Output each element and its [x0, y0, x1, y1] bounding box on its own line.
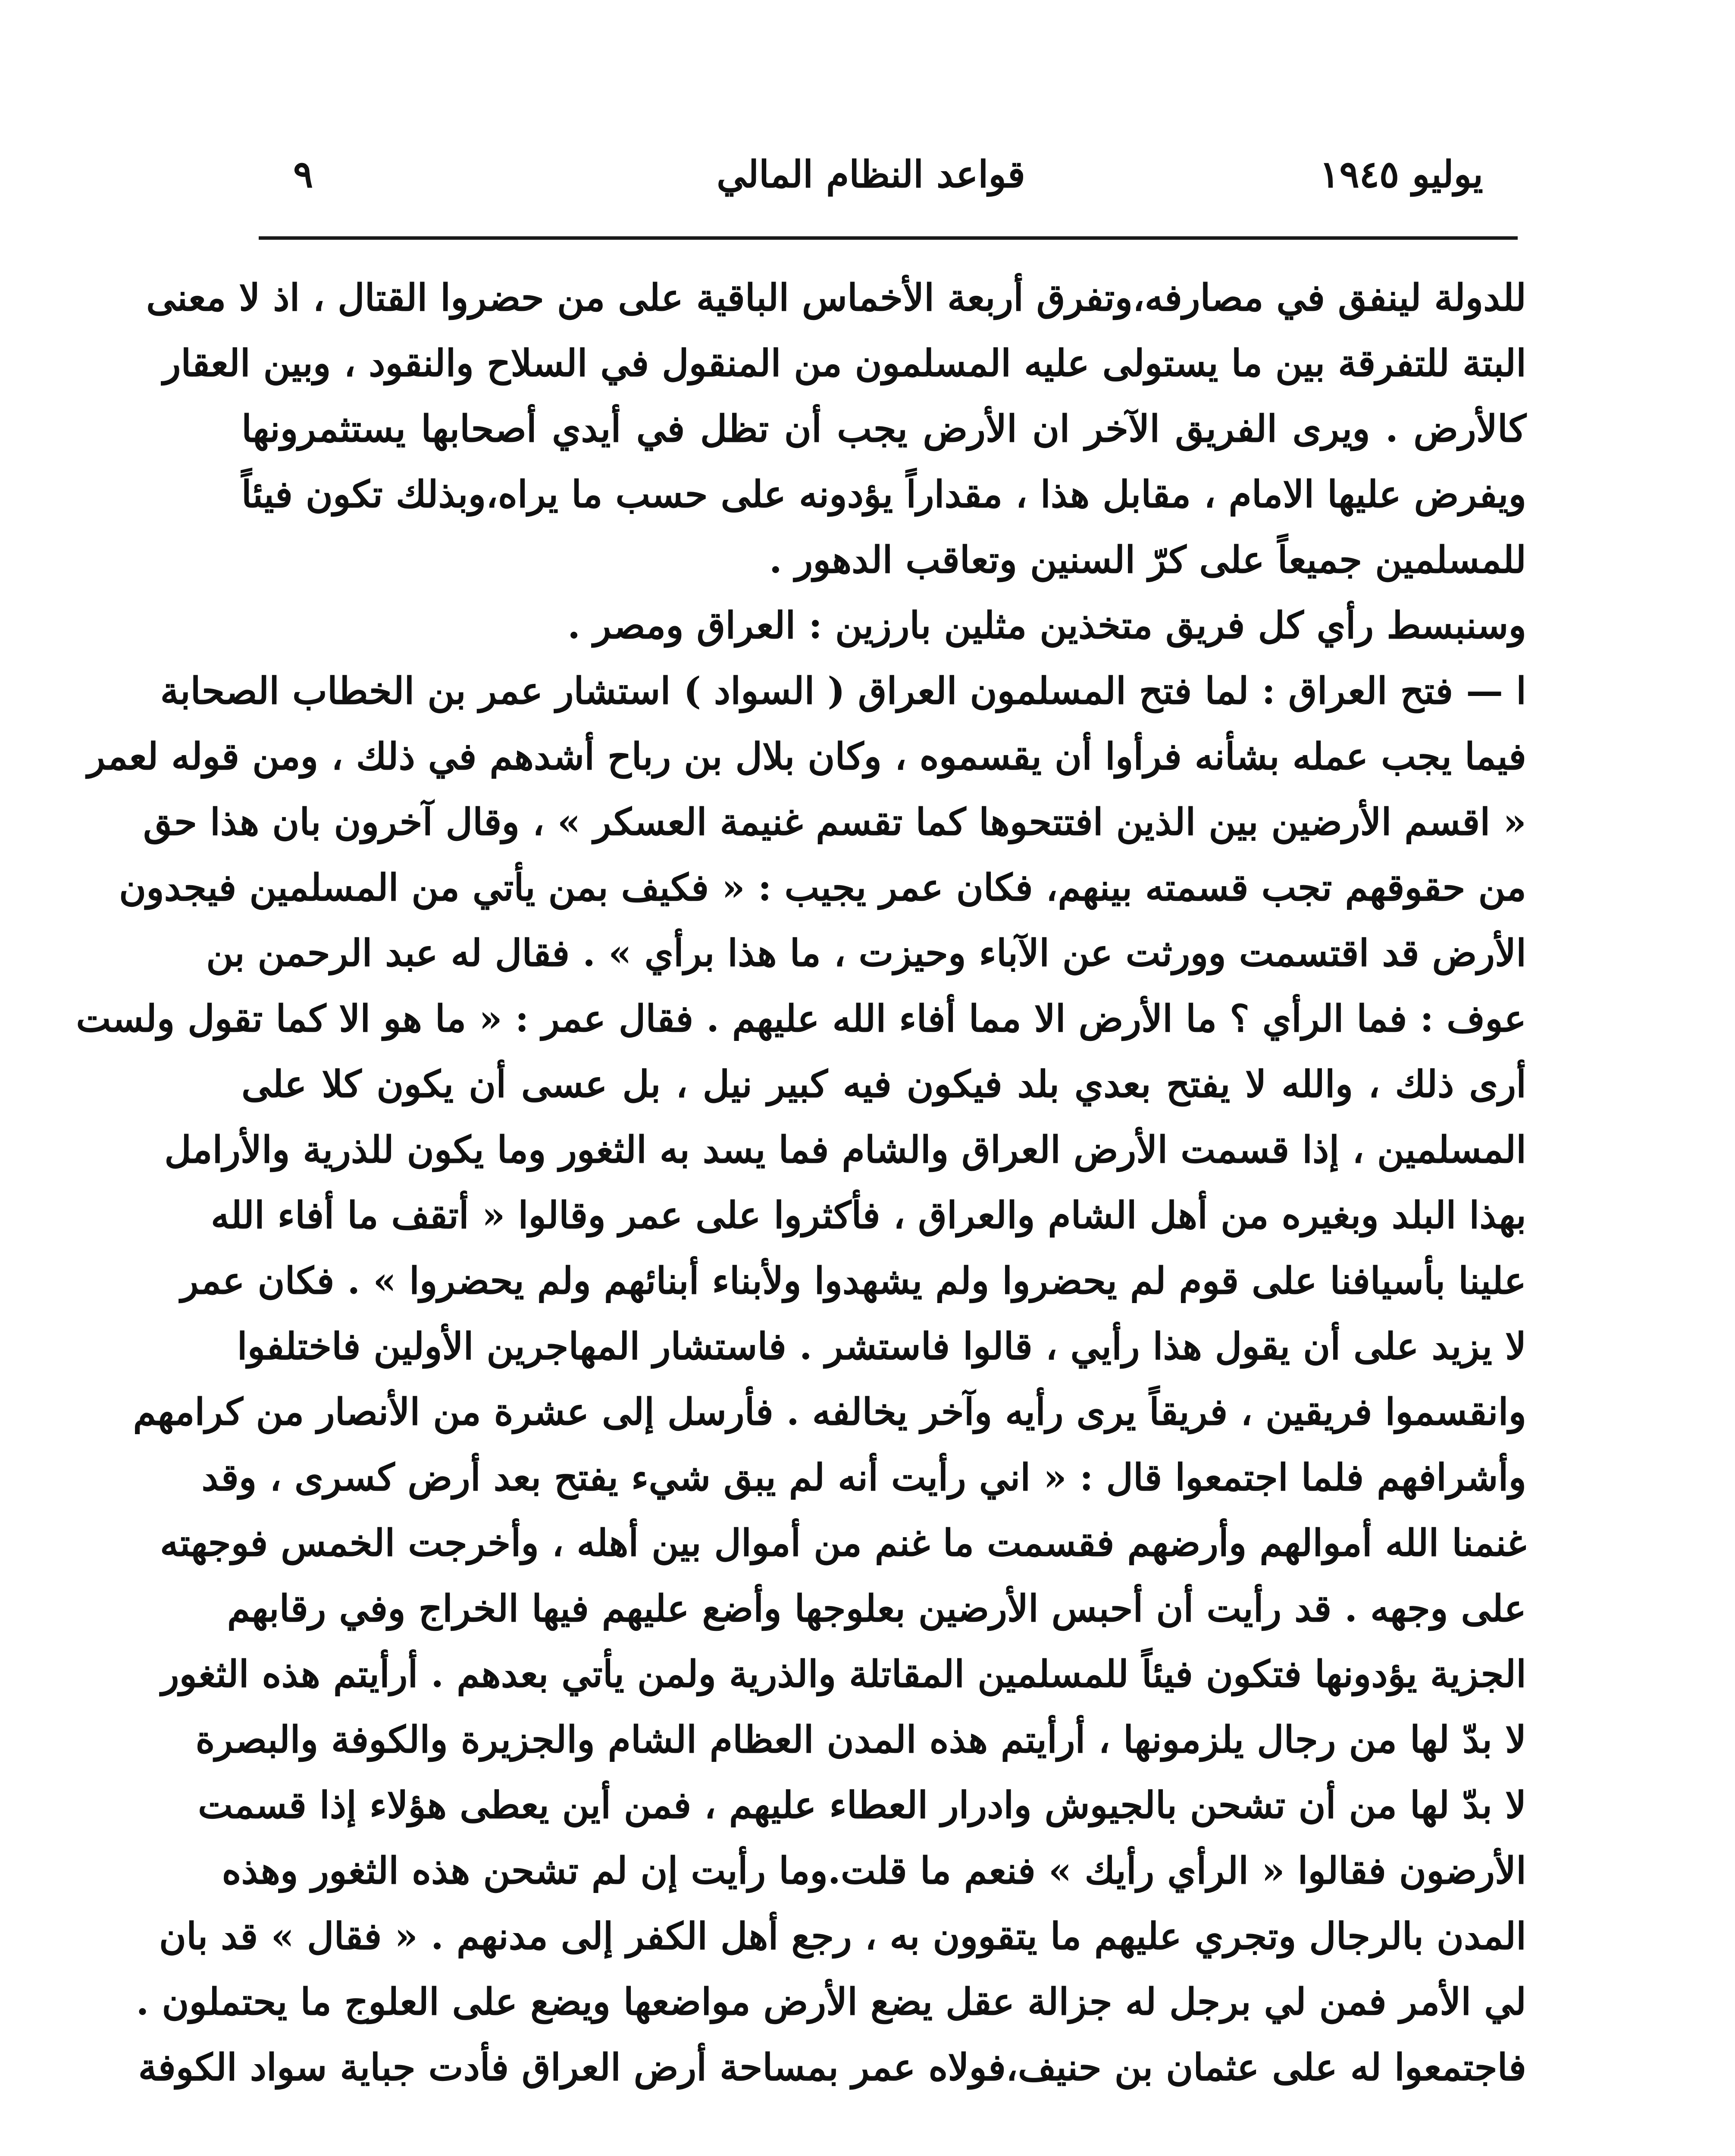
body-line: لي الأمر فمن لي برجل له جزالة عقل يضع الأرض مواضعها ويضع على العلوج ما يحتملون .	[136, 1980, 1526, 2024]
running-header	[241, 142, 1500, 207]
body-line: من حقوقهم تجب قسمته بينهم، فكان عمر يجيب : « فكيف بمن يأتي من المسلمين فيجدون	[119, 866, 1526, 909]
body-line: « اقسم الأرضين بين الذين افتتحوها كما تقسم غنيمة العسكر » ، وقال آخرون بان هذا حق	[143, 800, 1526, 844]
body-line: لا يزيد على أن يقول هذا رأيي ، قالوا فاستشر . فاستشار المهاجرين الأولين فاختلفوا	[237, 1325, 1526, 1368]
body-line: على وجهه . قد رأيت أن أحبس الأرضين بعلوجها وأضع عليهم فيها الخراج وفي رقابهم	[227, 1587, 1526, 1630]
body-line: أرى ذلك ، والله لا يفتح بعدي بلد فيكون فيه كبير نيل ، بل عسى أن يكون كلا على	[241, 1062, 1526, 1106]
body-line: لا بدّ لها من أن تشحن بالجيوش وادرار العطاء عليهم ، فمن أين يعطى هؤلاء إذا قسمت	[197, 1783, 1526, 1827]
body-line: المسلمين ، إذا قسمت الأرض العراق والشام فما يسد به الثغور وما يكون للذرية والأرامل	[164, 1128, 1526, 1172]
body-line: وأشرافهم فلما اجتمعوا قال : « اني رأيت أنه لم يبق شيء يفتح بعد أرض كسرى ، وقد	[201, 1456, 1526, 1499]
body-line: الأرض قد اقتسمت وورثت عن الآباء وحيزت ، ما هذا برأي » . فقال له عبد الرحمن بن	[206, 931, 1526, 975]
body-line: كالأرض . ويرى الفريق الآخر ان الأرض يجب أن تظل في أيدي أصحابها يستثمرونها	[241, 407, 1526, 451]
body-line: البتة للتفرقة بين ما يستولى عليه المسلمون من المنقول في السلاح والنقود ، وبين العقار	[163, 342, 1526, 385]
header-rule	[259, 236, 1518, 240]
article-body	[76, 265, 1526, 2100]
body-line: عوف : فما الرأي ؟ ما الأرض الا مما أفاء الله عليهم . فقال عمر : « ما هو الا كما تقول ولست	[76, 997, 1526, 1040]
body-line: الأرضون فقالوا « الرأي رأيك » فنعم ما قلت.وما رأيت إن لم تشحن هذه الثغور وهذه	[222, 1849, 1526, 1893]
body-line: بهذا البلد وبغيره من أهل الشام والعراق ، فأكثروا على عمر وقالوا « أتقف ما أفاء الله	[211, 1194, 1526, 1237]
body-line: المدن بالرجال وتجري عليهم ما يتقوون به ، رجع أهل الكفر إلى مدنهم . « فقال » قد بان	[159, 1915, 1526, 1958]
running-title: قواعد النظام المالي	[717, 153, 1025, 196]
body-line: للمسلمين جميعاً على كرّ السنين وتعاقب الدهور .	[769, 538, 1526, 582]
body-line: لا بدّ لها من رجال يلزمونها ، أرأيتم هذه المدن العظام الشام والجزيرة والكوفة والبصرة	[195, 1718, 1526, 1761]
body-line: ا — فتح العراق : لما فتح المسلمون العراق ( السواد ) استشار عمر بن الخطاب الصحابة	[160, 669, 1526, 713]
body-line: غنمنا الله أموالهم وأرضهم فقسمت ما غنم من أموال بين أهله ، وأخرجت الخمس فوجهته	[160, 1521, 1526, 1565]
page-number: ٩	[293, 153, 313, 196]
body-line: وسنبسط رأي كل فريق متخذين مثلين بارزين : العراق ومصر .	[567, 604, 1526, 647]
body-line: وانقسموا فريقين ، فريقاً يرى رأيه وآخر يخالفه . فأرسل إلى عشرة من الأنصار من كرامهم	[133, 1390, 1526, 1434]
body-line: علينا بأسيافنا على قوم لم يحضروا ولم يشهدوا ولأبناء أبنائهم ولم يحضروا » . فكان عمر	[181, 1259, 1526, 1303]
body-line: الجزية يؤدونها فتكون فيئاً للمسلمين المقاتلة والذرية ولمن يأتي بعدهم . أرأيتم هذه الثغور	[161, 1652, 1526, 1696]
body-line: فاجتمعوا له على عثمان بن حنيف،فولاه عمر بمساحة أرض العراق فأدت جباية سواد الكوفة	[138, 2046, 1526, 2089]
issue-date: يوليو ١٩٤٥	[1319, 153, 1483, 196]
body-line: ويفرض عليها الامام ، مقابل هذا ، مقداراً يؤدونه على حسب ما يراه،وبذلك تكون فيئاً	[241, 473, 1526, 516]
body-line: للدولة لينفق في مصارفه،وتفرق أربعة الأخماس الباقية على من حضروا القتال ، اذ لا معنى	[146, 276, 1526, 320]
body-line: فيما يجب عمله بشأنه فرأوا أن يقسموه ، وكان بلال بن رباح أشدهم في ذلك ، ومن قوله لعمر	[87, 735, 1526, 778]
